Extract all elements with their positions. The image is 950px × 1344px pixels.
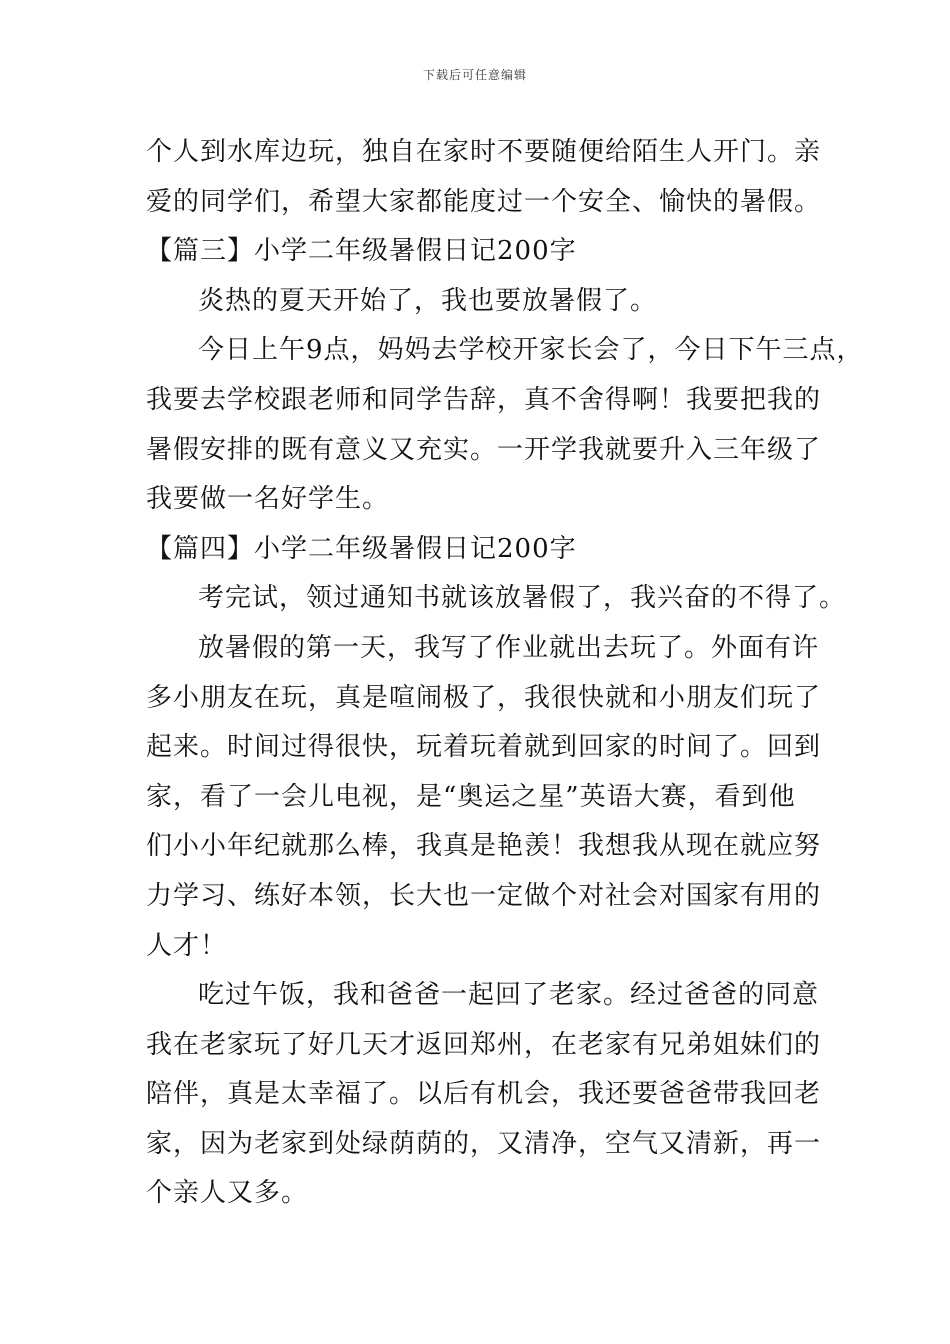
text-line: 人才！ <box>146 930 228 961</box>
page-header: 下载后可任意编辑 <box>422 68 527 82</box>
text-line: 家，看了一会儿电视，是“奥运之星”英语大赛，看到他 <box>146 781 796 812</box>
text-line: 陪伴，真是太幸福了。以后有机会，我还要爸爸带我回老 <box>146 1079 822 1110</box>
text-line: 我在老家玩了好几天才返回郑州，在老家有兄弟姐妹们的 <box>146 1029 822 1060</box>
text-line: 我要去学校跟老师和同学告辞，真不舍得啊！我要把我的 <box>146 384 822 415</box>
text-line: 多小朋友在玩，真是喧闹极了，我很快就和小朋友们玩了 <box>146 682 822 713</box>
document-body <box>146 128 864 1219</box>
text-line: 吃过午饭，我和爸爸一起回了老家。经过爸爸的同意 <box>198 980 820 1011</box>
text-line: 力学习、练好本领，长大也一定做个对社会对国家有用的 <box>146 880 822 911</box>
text-line: 起来。时间过得很快，玩着玩着就到回家的时间了。回到 <box>146 732 822 763</box>
text-line: 个亲人又多。 <box>146 1178 309 1209</box>
text-line: 考完试，领过通知书就该放暑假了，我兴奋的不得了。 <box>198 583 847 614</box>
section-heading: 【篇三】小学二年级暑假日记200字 <box>146 236 577 267</box>
text-line: 个人到水库边玩，独自在家时不要随便给陌生人开门。亲 <box>146 137 822 167</box>
section-heading: 【篇四】小学二年级暑假日记200字 <box>146 533 577 564</box>
text-line: 放暑假的第一天，我写了作业就出去玩了。外面有许 <box>198 632 820 663</box>
text-line: 今日上午9点，妈妈去学校开家长会了，今日下午三点， <box>198 335 864 366</box>
text-line: 们小小年纪就那么棒，我真是艳羡！我想我从现在就应努 <box>146 831 822 862</box>
text-line: 暑假安排的既有意义又充实。一开学我就要升入三年级了 <box>146 434 822 465</box>
text-line: 家，因为老家到处绿荫荫的，又清净，空气又清新，再一 <box>146 1128 822 1159</box>
text-line: 炎热的夏天开始了，我也要放暑假了。 <box>198 285 658 316</box>
text-line: 爱的同学们，希望大家都能度过一个安全、愉快的暑假。 <box>146 186 822 217</box>
text-line: 我要做一名好学生。 <box>146 484 390 515</box>
